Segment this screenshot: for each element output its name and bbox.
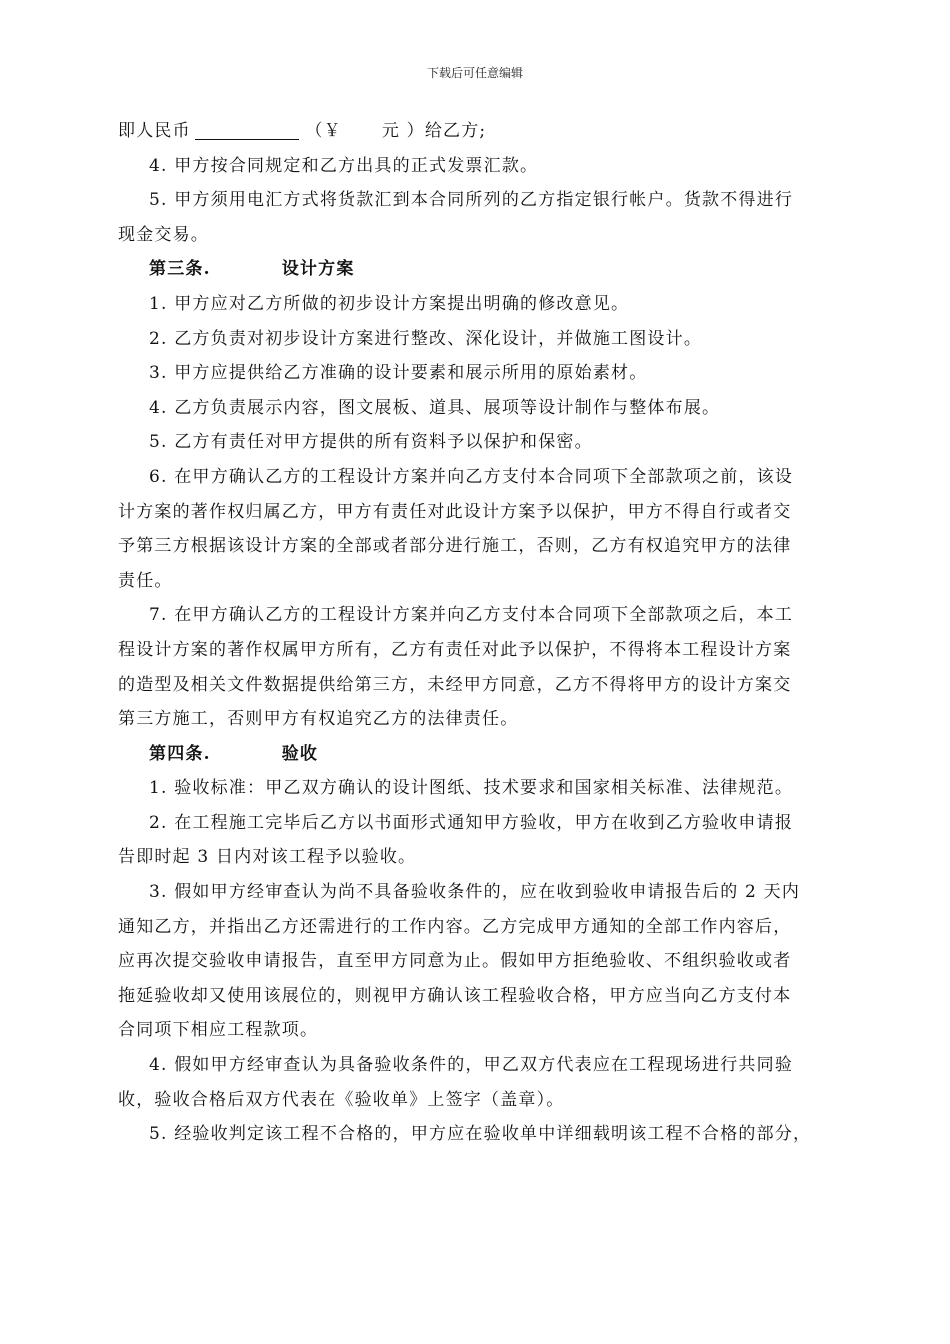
article-4-item-3-line1: 3. 假如甲方经审查认为尚不具备验收条件的，应在收到验收申请报告后的 2 天内 xyxy=(149,882,801,903)
article-3-item-6-line3: 予第三方根据该设计方案的全部或者部分进行施工，否则，乙方有权追究甲方的法律 xyxy=(118,536,792,557)
article-4-number: 第四条. xyxy=(149,743,211,764)
article-3-item-5: 5. 乙方有责任对甲方提供的所有资料予以保护和保密。 xyxy=(149,432,593,453)
article-3-title: 设计方案 xyxy=(281,259,355,280)
article-4-item-3-line4: 拖延验收却又使用该展位的，则视甲方确认该工程验收合格，甲方应当向乙方支付本 xyxy=(118,985,792,1006)
article-3-item-7-line3: 的造型及相关文件数据提供给第三方，未经甲方同意，乙方不得将甲方的设计方案交 xyxy=(118,674,792,695)
clause-payment-4: 4. 甲方按合同规定和乙方出具的正式发票汇款。 xyxy=(149,155,539,176)
article-4-item-3-line5: 合同项下相应工程款项。 xyxy=(118,1020,319,1041)
amount-yen: （￥ xyxy=(305,121,342,141)
clause-payment-5-line2: 现金交易。 xyxy=(118,224,209,245)
article-3-item-1: 1. 甲方应对乙方所做的初步设计方案提出明确的修改意见。 xyxy=(149,293,630,314)
article-3-item-7-line4: 第三方施工，否则甲方有权追究乙方的法律责任。 xyxy=(118,709,519,730)
article-4-item-2-line2: 告即时起 3 日内对该工程予以验收。 xyxy=(118,847,417,868)
article-3-item-6-line1: 6. 在甲方确认乙方的工程设计方案并向乙方支付本合同项下全部款项之前，该设 xyxy=(149,466,794,487)
amount-suffix: 元 ）给乙方; xyxy=(381,121,487,141)
page-header-note: 下载后可任意编辑 xyxy=(426,66,523,80)
article-4-item-4-line1: 4. 假如甲方经审查认为具备验收条件的，甲乙双方代表应在工程现场进行共同验 xyxy=(149,1055,794,1076)
article-3-item-3: 3. 甲方应提供给乙方准确的设计要素和展示所用的原始素材。 xyxy=(149,363,648,384)
article-3-item-4: 4. 乙方负责展示内容，图文展板、道具、展项等设计制作与整体布展。 xyxy=(149,397,721,418)
clause-payment-5-line1: 5. 甲方须用电汇方式将货款汇到本合同所列的乙方指定银行帐户。货款不得进行 xyxy=(149,190,794,211)
article-4-item-3-line2: 通知乙方，并指出乙方还需进行的工作内容。乙方完成甲方通知的全部工作内容后， xyxy=(118,916,792,937)
amount-prefix: 即人民币 xyxy=(118,121,191,141)
article-4-item-1: 1. 验收标准：甲乙双方确认的设计图纸、技术要求和国家相关标准、法律规范。 xyxy=(149,778,794,799)
contract-body xyxy=(118,114,834,1152)
amount-line xyxy=(118,114,834,149)
amount-blank[interactable] xyxy=(195,121,299,140)
article-3-item-6-line4: 责任。 xyxy=(118,570,173,591)
article-3-number: 第三条. xyxy=(149,259,211,280)
article-3-item-2: 2. 乙方负责对初步设计方案进行整改、深化设计，并做施工图设计。 xyxy=(149,328,703,349)
article-3-item-6-line2: 计方案的著作权归属乙方，甲方有责任对此设计方案予以保护，甲方不得自行或者交 xyxy=(118,501,792,522)
article-4-title: 验收 xyxy=(281,743,319,764)
article-3-item-7-line1: 7. 在甲方确认乙方的工程设计方案并向乙方支付本合同项下全部款项之后，本工 xyxy=(149,605,794,626)
article-4-item-5-line1: 5. 经验收判定该工程不合格的，甲方应在验收单中详细载明该工程不合格的部分， xyxy=(149,1124,812,1145)
article-4-item-3-line3: 应再次提交验收申请报告，直至甲方同意为止。假如甲方拒绝验收、不组织验收或者 xyxy=(118,951,792,972)
article-3-heading xyxy=(118,252,834,287)
article-4-item-4-line2: 收，验收合格后双方代表在《验收单》上签字（盖章）。 xyxy=(118,1089,565,1110)
article-4-item-2-line1: 2. 在工程施工完毕后乙方以书面形式通知甲方验收，甲方在收到乙方验收申请报 xyxy=(149,812,794,833)
article-3-item-7-line2: 程设计方案的著作权属甲方所有，乙方有责任对此予以保护，不得将本工程设计方案 xyxy=(118,639,792,660)
article-4-heading xyxy=(118,737,834,772)
